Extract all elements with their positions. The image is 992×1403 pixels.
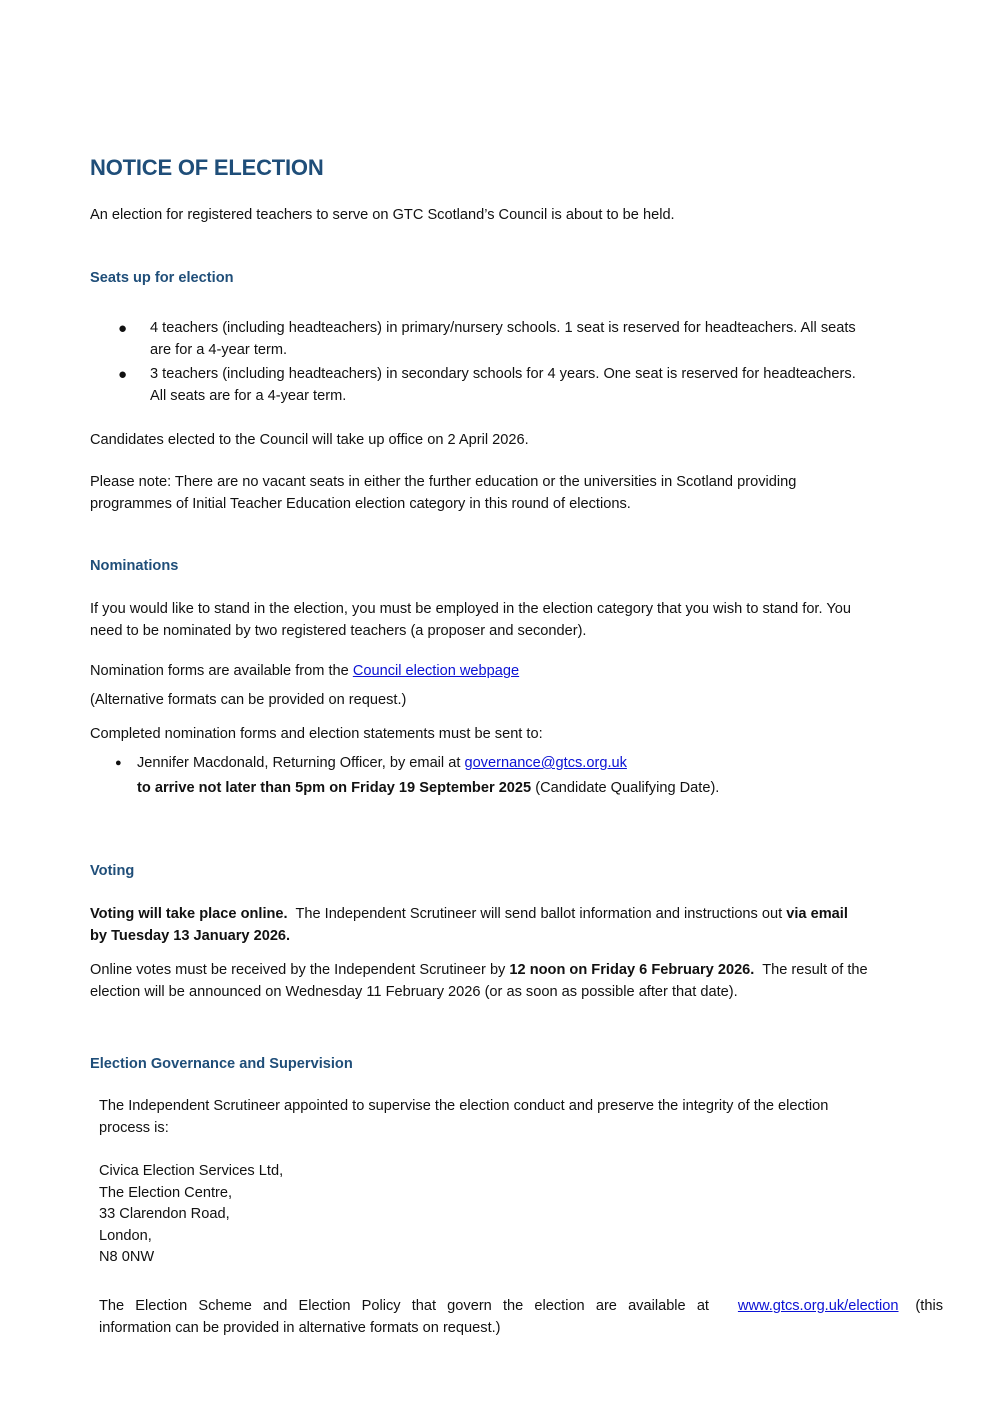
completed-forms-text: Completed nomination forms and election statements must be sent to:: [90, 726, 543, 742]
election-scheme-line1: [99, 1296, 943, 1318]
list-item-continuation: All seats are for a 4-year term.: [150, 388, 347, 404]
section-heading-governance: Election Governance and Supervision: [90, 1056, 353, 1072]
intro-paragraph: An election for registered teachers to serve on GTC Scotland’s Council is about to be held.: [90, 207, 675, 223]
election-scheme-link[interactable]: www.gtcs.org.uk/election: [737, 1298, 899, 1314]
election-scheme-line2: information can be provided in alternative formats on request.): [99, 1320, 501, 1336]
voting-date-bold: by Tuesday 13 January 2026.: [90, 928, 291, 944]
office-note: Candidates elected to the Council will take up office on 2 April 2026.: [90, 432, 529, 448]
address-line: London,: [99, 1227, 152, 1244]
section-heading-nominations: Nominations: [90, 558, 179, 574]
bullet-icon: ●: [118, 366, 128, 383]
deadline-rest-text: (Candidate Qualifying Date).: [531, 780, 720, 796]
section-heading-seats: Seats up for election: [90, 270, 234, 286]
voting-online-bold: Voting will take place online.: [90, 906, 288, 922]
governance-para-line2: process is:: [99, 1120, 169, 1136]
nominations-para-line2: need to be nominated by two registered teachers (a proposer and seconder).: [90, 623, 587, 639]
returning-officer-line: [137, 753, 627, 775]
page-title: NOTICE OF ELECTION: [90, 155, 324, 180]
voting-para2-text2: The result of the: [754, 962, 868, 978]
alt-formats-note: (Alternative formats can be provided on request.): [90, 692, 407, 708]
address-line: Civica Election Services Ltd,: [99, 1163, 284, 1179]
address-line: N8 0NW: [99, 1249, 155, 1265]
list-item-continuation: are for a 4-year term.: [150, 342, 288, 358]
council-election-webpage-link[interactable]: Council election webpage: [352, 663, 520, 679]
nominations-para-line1: If you would like to stand in the election, you must be employed in the election category that you wish to stand for. You: [90, 601, 851, 617]
voting-para1-text: The Independent Scrutineer will send ballot information and instructions out: [287, 906, 787, 922]
returning-officer-text: Jennifer Macdonald, Returning Officer, by email at: [137, 755, 465, 771]
please-note-line2: programmes of Initial Teacher Education election category in this round of elections.: [90, 496, 631, 512]
list-item: 3 teachers (including headteachers) in secondary schools for 4 years. One seat is reserved for headteachers.: [150, 366, 856, 382]
deadline-bold-text: to arrive not later than 5pm on Friday 19 September 2025: [137, 780, 532, 796]
address-line: The Election Centre,: [99, 1184, 233, 1201]
governance-para-line1: The Independent Scrutineer appointed to supervise the election conduct and preserve the integrity of the election: [99, 1098, 829, 1114]
governance-email-link[interactable]: governance@gtcs.org.uk: [464, 755, 627, 771]
bullet-icon: ●: [118, 320, 128, 337]
voting-para1-line2: [90, 926, 290, 948]
deadline-line: [137, 778, 719, 800]
section-heading-voting: Voting: [90, 863, 135, 879]
list-item: 4 teachers (including headteachers) in primary/nursery schools. 1 seat is reserved for headteachers. All seats: [150, 320, 856, 336]
nomination-forms-text: Nomination forms are available from the: [90, 663, 353, 679]
voting-deadline-bold: 12 noon on Friday 6 February 2026.: [509, 962, 755, 978]
voting-para2-line2: election will be announced on Wednesday 11 February 2026 (or as soon as possible after that date).: [90, 984, 738, 1000]
bullet-icon: ●: [115, 757, 122, 769]
election-scheme-text: The Election Scheme and Election Policy that govern the election are available at: [99, 1298, 709, 1314]
voting-para2-line1: [90, 960, 868, 982]
please-note-line1: Please note: There are no vacant seats in either the further education or the universities in Scotland providing: [90, 474, 797, 490]
scrutineer-address: [99, 1161, 283, 1269]
voting-para1-line1: [90, 904, 848, 926]
election-scheme-after: (this: [915, 1298, 943, 1314]
address-line: 33 Clarendon Road,: [99, 1206, 230, 1222]
nomination-forms-line: [90, 661, 519, 683]
voting-para2-text: Online votes must be received by the Independent Scrutineer by: [90, 962, 510, 978]
voting-email-bold: via email: [786, 906, 848, 922]
